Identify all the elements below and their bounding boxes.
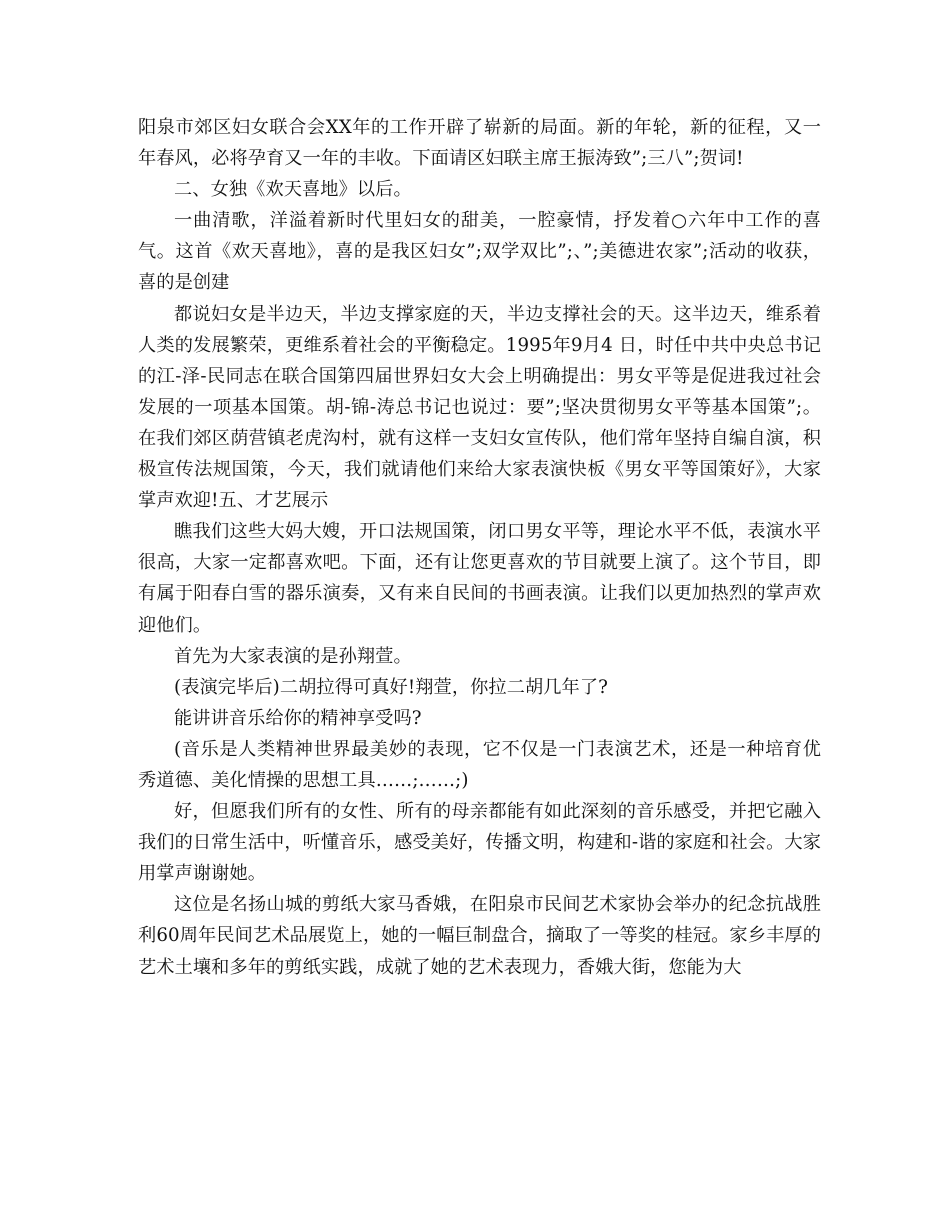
paragraph: (表演完毕后)二胡拉得可真好!翔萱，你拉二胡几年了?	[174, 676, 608, 698]
paragraph: 二、女独《欢天喜地》以后。	[174, 179, 412, 201]
paragraph: 阳泉市郊区妇女联合会XX年的工作开辟了崭新的局面。新的年轮，新的征程，又一年春风，必将孕育又一年的丰收。下面请区妇联主席王振涛致”;三八”;贺词!	[138, 117, 821, 170]
paragraph: 瞧我们这些大妈大嫂，开口法规国策，闭口男女平等，理论水平不低，表演水平很高，大家一定都喜欢吧。下面，还有让您更喜欢的节目就要上演了。这个节目，即有属于阳春白雪的器乐演奏，又有来自民间的书画表演。让我们以更加热烈的掌声欢迎他们。	[138, 521, 821, 636]
paragraph: 这位是名扬山城的剪纸大家马香娥，在阳泉市民间艺术家协会举办的纪念抗战胜利60周年民间艺术品展览上，她的一幅巨制盘合，摘取了一等奖的桂冠。家乡丰厚的艺术土壤和多年的剪纸实践，成就了她的艺术表现力，香娥大街，您能为大	[138, 894, 821, 978]
paragraph: 好，但愿我们所有的女性、所有的母亲都能有如此深刻的音乐感受，并把它融入我们的日常生活中，听懂音乐，感受美好，传播文明，构建和-谐的家庭和社会。大家用掌声谢谢她。	[138, 801, 821, 885]
paragraph: 能讲讲音乐给你的精神享受吗?	[174, 707, 422, 729]
paragraph: 都说妇女是半边天，半边支撑家庭的天，半边支撑社会的天。这半边天，维系着人类的发展繁荣，更维系着社会的平衡稳定。1995年9月4 日，时任中共中央总书记的江-泽-民同志在联合国第四届世界妇女大会上明确提出：男女平等是促进我过社会发展的一项基本国策。胡-锦-涛总书记也说过：要”;坚决贯彻男女平等基本国策”;。在我们郊区荫营镇老虎沟村，就有这样一支妇女宣传队，他们常年坚持自编自演，积极宣传法规国策，今天，我们就请他们来给大家表演快板《男女平等国策好》，大家掌声欢迎!五、才艺展示	[138, 303, 821, 512]
paragraph: 一曲清歌，洋溢着新时代里妇女的甜美，一腔豪情，抒发着○六年中工作的喜气。这首《欢天喜地》，喜的是我区妇女”;双学双比”;、”;美德进农家”;活动的收获，喜的是创建	[138, 210, 821, 294]
paragraph: 首先为大家表演的是孙翔萱。	[174, 645, 412, 667]
paragraph: (音乐是人类精神世界最美妙的表现，它不仅是一门表演艺术，还是一种培育优秀道德、美化情操的思想工具……;……;)	[138, 738, 821, 791]
document-body	[138, 112, 821, 983]
